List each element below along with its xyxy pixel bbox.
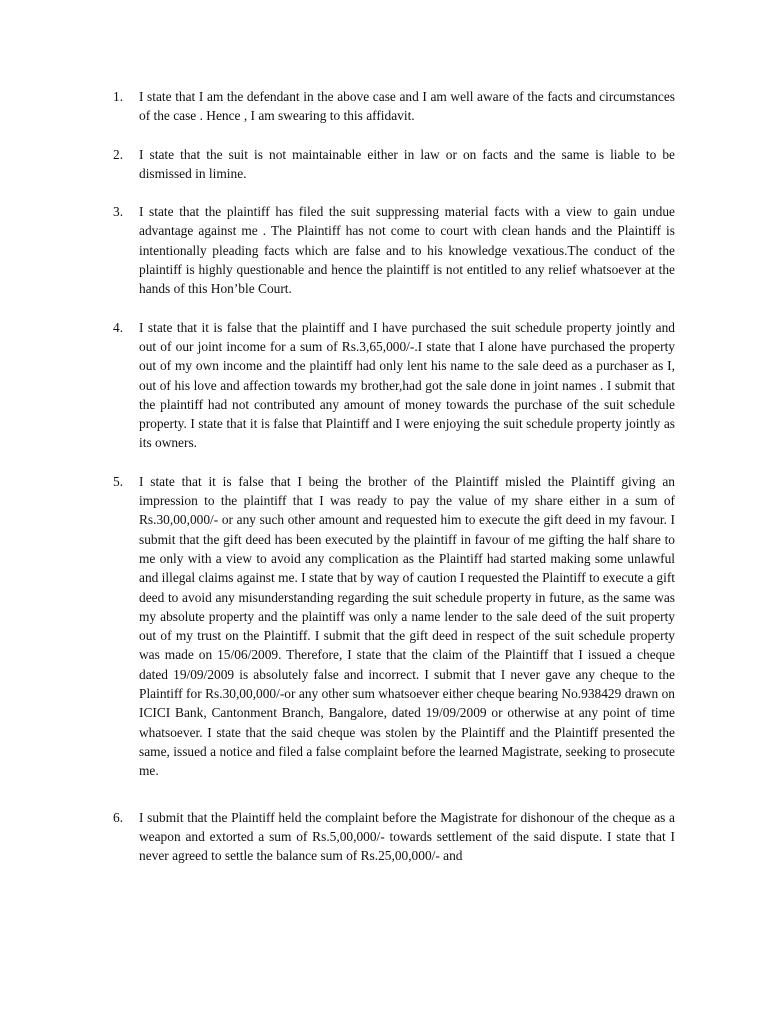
paragraph-2 (113, 145, 675, 184)
paragraph-number: 3. (113, 204, 124, 220)
paragraph-text: I state that the plaintiff has filed the suit suppressing material facts with a view to gain undue advantage against me . The Plaintiff has not come to court with clean hands and the Plaintiff is intentionally pleading facts which are false and to his knowledge vexatious.The conduct of the plaintiff is highly questionable and hence the plaintiff is not entitled to any relief whatsoever at the hands of this Hon’ble Court. (139, 204, 675, 297)
paragraph-6 (113, 808, 675, 866)
paragraph-text: I state that I am the defendant in the above case and I am well aware of the facts and circumstances of the case . Hence , I am swearing to this affidavit. (139, 89, 675, 124)
paragraph-number: 6. (113, 809, 124, 825)
paragraph-number: 1. (113, 89, 124, 104)
affidavit-paragraph-list (113, 87, 675, 884)
paragraph-3 (113, 202, 675, 298)
paragraph-1 (113, 87, 675, 126)
paragraph-5 (113, 472, 675, 781)
paragraph-text: I submit that the Plaintiff held the complaint before the Magistrate for dishonour of the cheque as a weapon and extorted a sum of Rs.5,00,000/- towards settlement of the said dispute. I state that I never agreed to settle the balance sum of Rs.25,00,000/- and (139, 809, 675, 864)
paragraph-number: 4. (113, 319, 124, 335)
paragraph-text: I state that it is false that the plaintiff and I have purchased the suit schedule property jointly and out of our joint income for a sum of Rs.3,65,000/-.I state that I alone have purchased the property out of my own income and the plaintiff had only lent his name to the sale deed as a purchaser as I, out of his love and affection towards my brother,had got the sale done in joint names . I submit that the plaintiff had not contributed any amount of money towards the purchase of the suit schedule property. I state that it is false that Plaintiff and I were enjoying the suit schedule property jointly as its owners. (139, 319, 675, 451)
paragraph-4 (113, 318, 675, 453)
paragraph-number: 5. (113, 473, 124, 489)
paragraph-number: 2. (113, 146, 124, 162)
paragraph-text: I state that it is false that I being the brother of the Plaintiff misled the Plaintiff giving an impression to the plaintiff that I was ready to pay the value of my share either in a sum of Rs.30,00,000/- or any such other amount and requested him to execute the gift deed in my favour. I submit that the gift deed has been executed by the plaintiff in favour of me gifting the half share to me only with a view to avoid any complication as the Plaintiff had started making some unlawful and illegal claims against me. I state that by way of caution I requested the Plaintiff to execute a gift deed to avoid any misunderstanding regarding the suit schedule property in future, as the same was my absolute property and the plaintiff was only a name lender to the sale deed of the suit property out of my trust on the Plaintiff. I submit that the gift deed in respect of the suit schedule property was made on 15/06/2009. Therefore, I state that the claim of the Plaintiff that I issued a cheque dated 19/09/2009 is absolutely false and incorrect. I submit that I never gave any cheque to the Plaintiff for Rs.30,00,000/-or any other sum whatsoever either cheque bearing No.938429 drawn on ICICI Bank, Cantonment Branch, Bangalore, dated 19/09/2009 or otherwise at any point of time whatsoever. I state that the said cheque was stolen by the Plaintiff and the Plaintiff presented the same, issued a notice and filed a false complaint before the learned Magistrate, seeking to prosecute me. (139, 473, 675, 779)
paragraph-text: I state that the suit is not maintainable either in law or on facts and the same is liable to be dismissed in limine. (139, 146, 675, 181)
